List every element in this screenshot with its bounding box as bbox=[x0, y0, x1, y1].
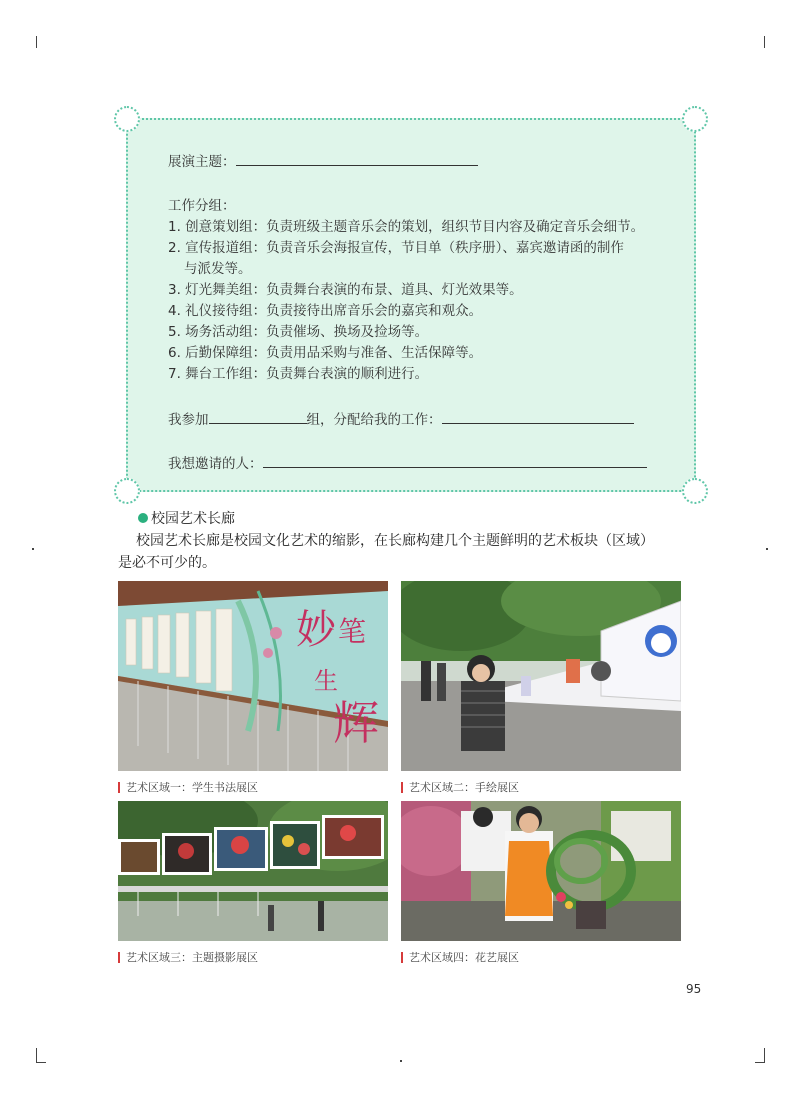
invite-input-line[interactable] bbox=[263, 453, 647, 468]
crop-mark bbox=[755, 1062, 765, 1063]
photo-caption: 艺术区域四：花艺展区 bbox=[401, 949, 519, 965]
photo-calligraphy-exhibit bbox=[118, 581, 388, 771]
photo-floral-exhibit bbox=[401, 801, 681, 941]
green-bullet-icon bbox=[138, 513, 148, 523]
photo-caption: 艺术区域二：手绘展区 bbox=[401, 779, 519, 795]
group-item: 4. 礼仪接待组：负责接待出席音乐会的嘉宾和观众。 bbox=[168, 303, 483, 319]
group-item-continued: 与派发等。 bbox=[184, 261, 252, 277]
crop-mark bbox=[36, 1048, 37, 1062]
page-number: 95 bbox=[686, 982, 702, 996]
crop-mark bbox=[766, 548, 768, 550]
photo-handpainting-exhibit bbox=[401, 581, 681, 771]
crop-mark bbox=[764, 1048, 765, 1062]
photo-photography-exhibit bbox=[118, 801, 388, 941]
card-corner bbox=[682, 106, 708, 132]
crop-mark bbox=[36, 36, 37, 48]
theme-label: 展演主题： bbox=[168, 154, 236, 170]
join-middle: 组，分配给我的工作： bbox=[306, 412, 442, 428]
group-item: 3. 灯光舞美组：负责舞台表演的布景、道具、灯光效果等。 bbox=[168, 282, 523, 298]
task-input-line[interactable] bbox=[442, 409, 634, 424]
card-corner bbox=[682, 478, 708, 504]
card-corner bbox=[114, 106, 140, 132]
photo-caption: 艺术区域一：学生书法展区 bbox=[118, 779, 258, 795]
crop-mark bbox=[764, 36, 765, 48]
section-title-text: 校园艺术长廊 bbox=[151, 511, 235, 527]
invite-row bbox=[168, 452, 647, 472]
crop-mark bbox=[36, 1062, 46, 1063]
group-item: 6. 后勤保障组：负责用品采购与准备、生活保障等。 bbox=[168, 345, 483, 361]
group-item: 5. 场务活动组：负责催场、换场及捡场等。 bbox=[168, 324, 429, 340]
section-title bbox=[138, 508, 235, 528]
section-paragraph-line1: 校园艺术长廊是校园文化艺术的缩影，在长廊构建几个主题鲜明的艺术板块（区域） bbox=[136, 533, 654, 549]
card-corner bbox=[114, 478, 140, 504]
section-paragraph-line2: 是必不可少的。 bbox=[118, 555, 216, 571]
join-row bbox=[168, 408, 634, 428]
groups-heading: 工作分组： bbox=[168, 198, 236, 214]
svg-text:笔: 笔 bbox=[338, 615, 367, 648]
crop-mark bbox=[400, 1060, 402, 1062]
group-item: 1. 创意策划组：负责班级主题音乐会的策划，组织节目内容及确定音乐会细节。 bbox=[168, 219, 645, 235]
worksheet-card bbox=[126, 118, 696, 492]
invite-label: 我想邀请的人： bbox=[168, 456, 263, 472]
group-item: 7. 舞台工作组：负责舞台表演的顺利进行。 bbox=[168, 366, 429, 382]
group-item: 2. 宣传报道组：负责音乐会海报宣传，节目单（秩序册）、嘉宾邀请函的制作 bbox=[168, 240, 624, 256]
photo-caption: 艺术区域三：主题摄影展区 bbox=[118, 949, 258, 965]
svg-text:辉: 辉 bbox=[333, 696, 379, 750]
calligraphy-char: 妙 bbox=[296, 607, 336, 653]
svg-text:生: 生 bbox=[314, 667, 338, 695]
theme-input-line[interactable] bbox=[236, 151, 478, 166]
crop-mark bbox=[32, 548, 34, 550]
group-input-line[interactable] bbox=[209, 409, 307, 424]
theme-row bbox=[168, 150, 478, 170]
join-prefix: 我参加 bbox=[168, 412, 209, 428]
